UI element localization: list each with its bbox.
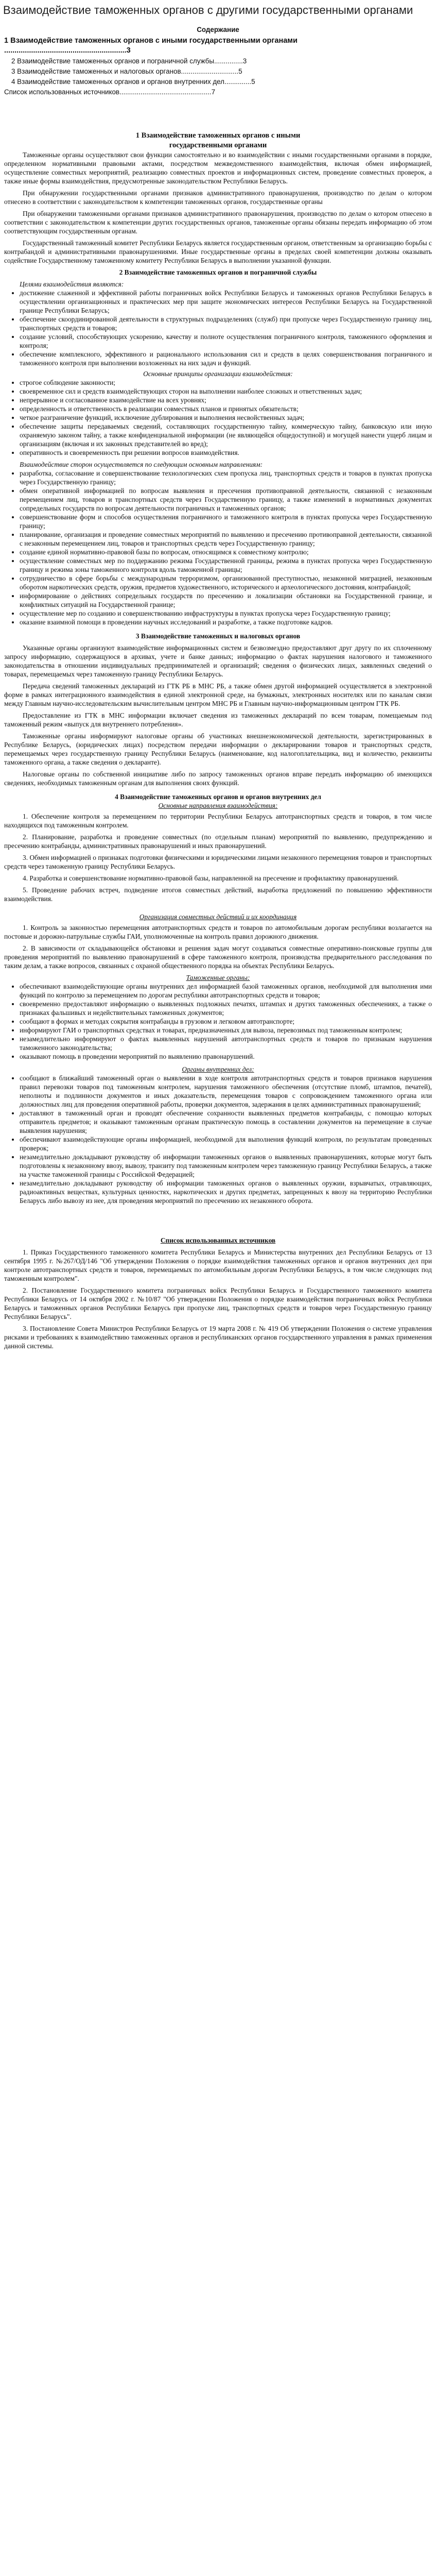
directions-list (4, 469, 432, 626)
list-item: • незамедлительно докладывают руководству об информации таможенных органов о выявленных правонарушениях, которые могут быть подготовлены к незаконному ввозу, вывозу, транзиту под таможенным контролем через таможенную границу Республики Беларусь, а также на участке таможенной границы с Российской Федерацией; (20, 1153, 432, 1179)
numbered-item: 5. Проведение рабочих встреч, подведение итогов совместных действий, выработка предложений по повышению эффективности взаимодействия. (4, 886, 432, 903)
police-duties-list (4, 1074, 432, 1205)
numbered-item: 3. Обмен информацией о признаках подготовки физическими и юридическими лицами незаконного перемещения товаров и транспортных средств через таможенную границу Республики Беларусь. (4, 854, 432, 870)
reference-item: 2. Постановление Государственного комитета пограничных войск Республики Беларусь и Государственного таможенного комитета Республики Беларусь от 14 октября 2002 г. №10/87 "Об утверждении Положения о порядке взаимодействия пограничных войск Республики Беларусь и таможенных органов Республики Беларусь при пропуске лиц, транспортных средств и товаров через Государственную границу Республики Беларусь". (4, 1286, 432, 1320)
list-item: • планирование, организация и проведение совместных мероприятий по выявлению и пресечению противоправной деятельности, связанной с незаконным перемещением лиц, товаров и транспортных средств через Государственную границу; (20, 530, 432, 548)
list-item: • непрерывное и согласованное взаимодействие на всех уровнях; (20, 396, 432, 404)
section-3 (4, 632, 432, 787)
table-of-contents (4, 17, 432, 97)
list-item: • обеспечение скоординированной деятельности в структурных подразделениях (служб) при пропуске через Государственную границу лиц, транспортных средств и товаров; (20, 315, 432, 332)
paragraph: Налоговые органы по собственной инициативе либо по запросу таможенных органов вправе передать информацию об имеющихся сведениях, необходимых таможенным органам для выполнения своих функций. (4, 770, 432, 787)
list-item: • строгое соблюдение законности; (20, 378, 432, 387)
list-item: • оперативность и своевременность при решении вопросов взаимодействия. (20, 448, 432, 457)
page-title: Взаимодействие таможенных органов с другими государственными органами (3, 4, 413, 16)
goals-label: Целями взаимодействия являются: (20, 280, 124, 288)
list-item: • сообщают в ближайший таможенный орган о выявлении в ходе контроля автотранспортных средств и товаров признаков нарушения правил перевозки товаров под таможенным контролем, нарушения таможенного обеспечения (отсутствие пломб, штампов, печатей), неполноты и подлинности документов и иных доказательств, перемещения товаров с сопровождением таможенного органа или должностных лиц для проведения оперативной работы, проверки документов, задержания в целях административных правонарушений; (20, 1074, 432, 1109)
reference-item: 3. Постановление Совета Министров Республики Беларусь от 19 марта 2008 г. № 419 Об утверждении Положения о системе управления рисками и требованиях к взаимодействию таможенных органов и республиканских органов государственного управления в рамках применения данной системы. (4, 1325, 432, 1350)
toc-link-section-1-dots[interactable]: ...........................................................3 (4, 46, 131, 55)
section-2-heading: 2 Взаимодействие таможенных органов и пограничной службы (119, 268, 317, 276)
paragraph: При обнаружении таможенными органами признаков административного правонарушения, производство по делам о котором отнесено в соответствии с законодательством к компетенции других государственных органов, таможенные органы обязаны передать информацию об этом соответствующим государственным органам. (4, 210, 432, 235)
list-item: • создание единой нормативно-правовой базы по вопросам, относящимся к совместному контролю; (20, 548, 432, 556)
toc-link-section-2[interactable]: 2 Взаимодействие таможенных органов и пограничной службы...............3 (11, 57, 247, 65)
paragraph: Передача сведений таможенных деклараций из ГТК РБ в МНС РБ, а также обмен другой информацией осуществляется в электронной форме в рамках интеграционного взаимодействия в единой электронной среде, на бумажных, электронных носителях или по каналам связи между Главным научно-исследовательским вычислительным центром МНС РБ и Главным научно-информационным центром ГТК РБ. (4, 682, 432, 707)
section-4 (4, 792, 432, 1205)
numbered-item: 2. В зависимости от складывающейся обстановки и решения задач могут создаваться совместные оперативно-поисковые группы для проведения мероприятий по выявлению правонарушений в сфере таможенного контроля, производства предварительного расследования по таким делам, а также вопросов, связанных с охраной общественного порядка на объектах Республики Беларусь. (4, 944, 432, 970)
reference-item: 1. Приказ Государственного таможенного комитета Республики Беларусь и Министерства внутренних дел Республики Беларусь от 13 сентября 1995 г. №267/ОД/146 "Об утверждении Положения о порядке взаимодействия таможенных органов и органов внутренних дел при контроле автотранспортных средств и товаров, перемещаемых по автомобильным дорогам Республики Беларусь, в том числе следующих под таможенным контролем". (4, 1248, 432, 1282)
s4-org-label: Организация совместных действий и их координация (139, 913, 297, 921)
paragraph: Таможенные органы информируют налоговые органы об участниках внешнеэкономической деятельности, зарегистрированных в Республике Беларусь, (юридических лицах) посредством передачи информации о декларировании товаров и транспортных средств, перемещаемых через государственную границу Республики Беларусь (наименование, код налогоплательщика, вид и количество, реквизиты таможенного органа, а также сведения о декларанте). (4, 732, 432, 766)
s4-police-label: Органы внутренних дел: (182, 1065, 254, 1073)
section-1-heading: 1 Взаимодействие таможенных органов с иными государственными органами (135, 131, 301, 149)
list-item: • осуществление совместных мер по поддержанию режима Государственной границы, режима в пунктах пропуска через Государственную границу и режима зоны таможенного контроля вдоль таможенной границы; (20, 556, 432, 574)
list-item: • создание условий, способствующих ускорению, качеству и полноте осуществления пограничного контроля, таможенного оформления и контроля; (20, 332, 432, 350)
list-item: • осуществление мер по созданию и совершенствованию инфраструктуры в пунктах пропуска через Государственную границу; (20, 609, 432, 618)
list-item: • сотрудничество в сфере борьбы с международным терроризмом, организованной преступностью, незаконной миграцией, незаконным оборотом наркотических средств, оружия, предметов художественного, исторического и археологического достояния, контрабандой; (20, 574, 432, 591)
toc-link-references[interactable]: Список использованных источников................................................7 (4, 88, 216, 96)
list-item: • обеспечение защиты передаваемых сведений, составляющих государственную тайну, коммерческую тайну, банковскую или иную охраняемую законом тайну, а также конфиденциальной информации (не являющейся общедоступной) и могущей нанести ущерб лицам и организациям (включая и их законных представителей во вред); (20, 422, 432, 448)
list-item: • разработка, согласование и совершенствование технологических схем пропуска лиц, транспортных средств и товаров в пунктах пропуска через Государственную границу; (20, 469, 432, 486)
list-item: • незамедлительно информируют о фактах выявленных нарушений автотранспортных средств и товаров по признакам нарушения таможенного законодательства; (20, 1035, 432, 1052)
section-3-heading: 3 Взаимодействие таможенных и налоговых органов (135, 632, 301, 640)
section-2 (4, 268, 432, 626)
list-item: • незамедлительно докладывают руководству об информации таможенных органов о выявленных оружии, взрывчатых, отравляющих, радиоактивных веществах, культурных ценностях, наркотических и других предметах, запрещенных к ввозу на территорию Республики Беларусь либо вывозу из нее, для проведения мероприятий по пресечению их незаконного оборота. (20, 1179, 432, 1205)
paragraph: При обнаружении государственными органами признаков административного правонарушения, производство по делам о котором отнесено в соответствии с законодательством к компетенции таможенных органов, государственные органы (4, 189, 432, 206)
list-item: • определенность и ответственность в реализации совместных планов и принятых обязательств; (20, 404, 432, 413)
list-item: • информирование о действиях сопредельных государств по пресечению и локализации обстановки на Государственной границе, и конфликтных ситуаций на Государственной границе; (20, 591, 432, 609)
list-item: • оказание взаимной помощи в проведении научных исследований и разработке, а также подготовке кадров. (20, 618, 432, 626)
document-body (0, 17, 436, 1350)
list-item: • информируют ГАИ о транспортных средствах и товарах, предназначенных для вывоза, перевозимых под таможенным контролем; (20, 1026, 432, 1035)
section-1 (4, 131, 432, 265)
list-item: • достижение слаженной и эффективной работы пограничных войск Республики Беларусь и таможенных органов Республики Беларусь в осуществлении организационных и практических мер при защите экономических интересов Республики Беларусь на Государственной границе Республики Беларусь; (20, 289, 432, 315)
paragraph: Предоставление из ГТК в МНС информации включает сведения из таможенных деклараций по всем товарам, помещаемым под таможенный режим «выпуск для внутреннего потребления». (4, 711, 432, 728)
list-item: • оказывают помощь в проведении мероприятий по выявлению правонарушений. (20, 1052, 432, 1061)
numbered-item: 1. Контроль за законностью перемещения автотранспортных средств и товаров по автомобильным дорогам республики возлагается на постовые и дорожно-патрульные службы ГАИ, уполномоченные на контроль правил дорожного движения. (4, 924, 432, 940)
paragraph: Указанные органы организуют взаимодействие информационных систем и безвозмездно предоставляют друг другу по их сплоченному запросу информацию, содержащуюся в архивах, учете и банке данных; информацию о фактах нарушения налогового и таможенного законодательства в отношении индивидуальных предпринимателей и организаций; сведения о физических лицах, заявленных сведений о товарах, перемещаемых через таможенную границу Республики Беларусь. (4, 644, 432, 678)
list-item: • обмен оперативной информацией по вопросам выявления и пресечения противоправной деятельности, связанной с незаконным перемещением лиц, товаров и транспортных средств через Государственную границу, а также изменений в нормативных документах сопредельных государств по вопросам деятельности пограничных и таможенных органов; (20, 486, 432, 513)
list-item: • доставляют в таможенный орган и проводят обеспечение сохранности выявленных предметов контрабанды, с помощью которых отправитель предметов; и оказывают таможенным органам практическую помощь в составлении документов на перемещение в случае выявления нарушения; (20, 1109, 432, 1135)
list-item: • обеспечивают взаимодействующие органы внутренних дел информацией базой таможенных органов, необходимой для выполнения ими функций по контролю за перемещением по дорогам республики автотранспортных средств и товаров; (20, 982, 432, 999)
paragraph: Государственный таможенный комитет Республики Беларусь является государственным органом, ответственным за организацию борьбы с контрабандой и административными правонарушениями. Иные государственные органы в пределах своей компетенции должны оказывать содействие Государственному таможенному комитету Республики Беларусь в выполнении указанной функции. (4, 239, 432, 264)
list-item: • своевременное сил и средств взаимодействующих сторон на выполнении наиболее сложных и ответственных задач; (20, 387, 432, 396)
goals-list (4, 289, 432, 367)
numbered-item: 1. Обеспечение контроля за перемещением по территории Республики Беларусь автотранспортных средств и товаров, в том числе находящихся под таможенным контролем. (4, 812, 432, 829)
numbered-item: 4. Разработка и совершенствование нормативно-правовой базы, направленной на пресечение и профилактику правонарушений. (23, 874, 399, 882)
numbered-item: 2. Планирование, разработка и проведение совместных (по отдельным планам) мероприятий по выявлению, предупреждению и пресечению контрабанды, административных правонарушений и иных правонарушений. (4, 833, 432, 850)
list-item: • совершенствование форм и способов осуществления пограничного и таможенного контроля в пунктах пропуска через Государственную границу; (20, 513, 432, 530)
toc-heading: Содержание (197, 26, 239, 33)
list-item: • обеспечивают взаимодействующие органы информацией, необходимой для выполнения функций контроля, по результатам проведенных проверок; (20, 1135, 432, 1153)
section-4-heading: 4 Взаимодействие таможенных органов и органов внутренних дел (115, 793, 321, 801)
list-item: • обеспечение комплексного, эффективного и рационального использования сил и средств в целях совершенствования пограничного и таможенного контроля при выполнении возложенных на них задач и функций. (20, 350, 432, 367)
toc-link-section-3[interactable]: 3 Взаимодействие таможенных и налоговых органов..............................5 (11, 67, 242, 75)
s4-directions-label: Основные направления взаимодействия: (158, 802, 278, 809)
principles-label: Основные принципы организации взаимодействия: (143, 370, 293, 378)
principles-list (4, 378, 432, 457)
directions-label: Взаимодействие сторон осуществляется по следующим основным направлениям: (20, 461, 263, 468)
customs-duties-list (4, 982, 432, 1061)
list-item: • четкое разграничение функций, исключение дублирования и выполнения несвойственных задач; (20, 413, 432, 422)
references (4, 1236, 432, 1350)
s4-customs-label: Таможенные органы: (186, 974, 250, 981)
references-heading: Список использованных источников (160, 1236, 276, 1244)
list-item: • своевременно предоставляют информацию о выявленных подложных печатях, штампах и других таможенных обеспечениях, а также о признаках фальшивых и недействительных таможенных документов; (20, 999, 432, 1017)
paragraph: Таможенные органы осуществляют свои функции самостоятельно и во взаимодействии с иными государственными органами в порядке, определенном нормативными правовыми актами, посредством межведомственного взаимодействия, включая обмен информацией, осуществление совместных мероприятий, реализацию совместных проектов и информационных систем, проведение совместных проверок, а также иные формы взаимодействия, предусмотренные законодательством Республики Беларусь. (4, 151, 432, 185)
list-item: • сообщают в формах и методах сокрытия контрабанды в грузовом и легковом автотранспорте; (20, 1017, 432, 1026)
toc-link-section-4[interactable]: 4 Взаимодействие таможенных органов и органов внутренних дел..............5 (11, 78, 255, 86)
toc-link-section-1[interactable] (4, 36, 432, 56)
toc-link-section-1-text[interactable]: 1 Взаимодействие таможенных органов с иными государственными органами (4, 37, 298, 45)
